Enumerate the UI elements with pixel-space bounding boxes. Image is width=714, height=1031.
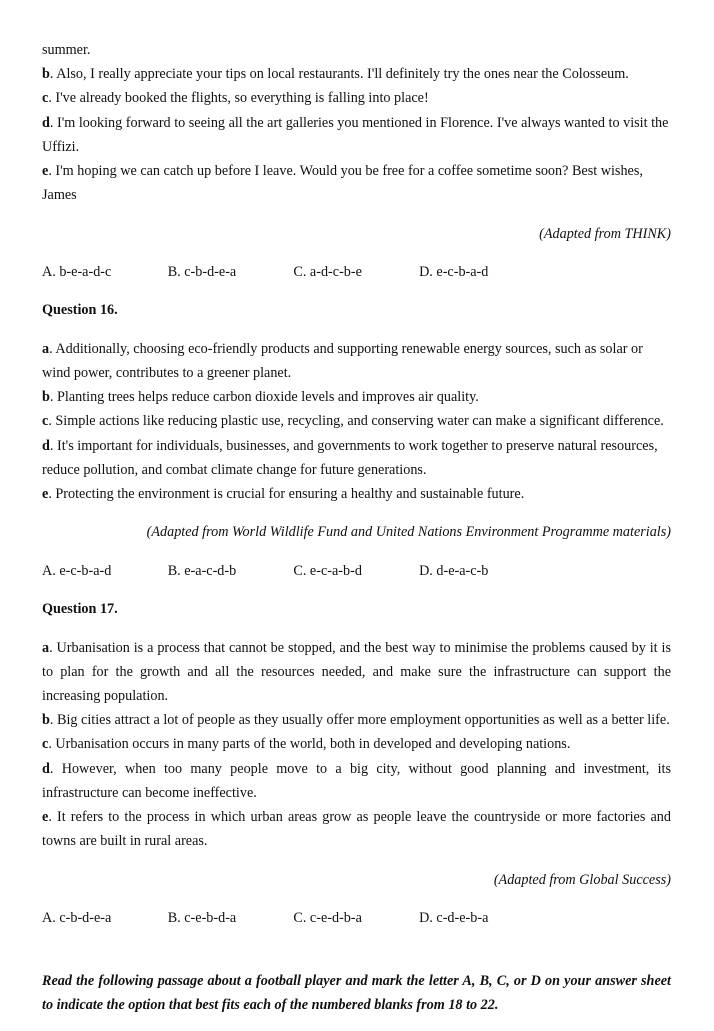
sentence-text: . However, when too many people move to a big city, without good planning and investment, its infrastructure can become ineffective. <box>42 760 671 801</box>
sentence-letter: c <box>42 736 49 753</box>
sentence-e <box>42 482 671 506</box>
sentence-e <box>42 805 671 853</box>
sentence-text: . It refers to the process in which urban areas grow as people leave the countryside or more factories and towns are built in rural areas. <box>42 808 671 850</box>
sentence-b <box>42 62 671 86</box>
sentence-letter: c <box>42 413 49 430</box>
blank-line <box>42 930 671 954</box>
sentence-letter: b <box>42 389 50 406</box>
option-a[interactable]: A. c-b-d-e-a <box>42 909 112 926</box>
sentence-letter: d <box>42 437 50 454</box>
option-b[interactable]: B. c-b-d-e-a <box>167 264 237 280</box>
question-15-tail <box>42 38 671 284</box>
sentence-letter: c <box>42 90 49 107</box>
sentence-letter: e <box>42 486 49 502</box>
option-a[interactable]: A. e-c-b-a-d <box>42 562 112 579</box>
question-16 <box>42 298 671 583</box>
option-d[interactable]: D. e-c-b-a-d <box>419 264 489 280</box>
option-d[interactable]: D. d-e-a-c-b <box>419 562 489 579</box>
sentence-a <box>42 636 671 709</box>
answer-options <box>42 559 671 583</box>
sentence-e <box>42 159 671 183</box>
sentence-text: . Simple actions like reducing plastic use, recycling, and conserving water can make a significant difference. <box>48 413 664 430</box>
sentence-d <box>42 111 671 159</box>
option-c[interactable]: C. a-d-c-b-e <box>293 264 362 280</box>
exam-page <box>42 38 671 1031</box>
sentence-letter: e <box>42 163 49 180</box>
sentence-text: . Planting trees helps reduce carbon dioxide levels and improves air quality. <box>49 389 479 406</box>
question-17 <box>42 597 671 930</box>
sentence-text: . I'm looking forward to seeing all the art galleries you mentioned in Florence. I've always wanted to visit the Uffizi. <box>42 114 669 155</box>
answer-options <box>42 906 671 930</box>
source-citation: (Adapted from World Wildlife Fund and United Nations Environment Programme materials) <box>146 524 671 541</box>
question-title: Question 16. <box>42 302 118 319</box>
option-b[interactable]: B. e-a-c-d-b <box>167 562 237 579</box>
paragraph-continuation: summer. <box>42 42 91 58</box>
sentence-letter: a <box>42 639 50 656</box>
sentence-letter: d <box>42 114 50 131</box>
signature: James <box>42 187 77 204</box>
sentence-text: . It's important for individuals, businesses, and governments to work together to preserve natural resources, reduce pollution, and combat climate change for future generations. <box>42 437 658 478</box>
question-title: Question 17. <box>42 601 118 618</box>
sentence-c <box>42 86 671 110</box>
sentence-text: . Urbanisation is a process that cannot be stopped, and the best way to minimise the problems caused by it is to plan for the growth and all the resources needed, and make sure the infrastructure can support the increasing population. <box>42 639 671 704</box>
sentence-letter: b <box>42 712 50 729</box>
sentence-letter: b <box>42 66 50 83</box>
section-instruction: Read the following passage about a football player and mark the letter A, B, C, or D on your answer sheet to indicate the option that best fits each of the numbered blanks from 18 to 22. <box>42 972 671 1013</box>
sentence-text: . I'm hoping we can catch up before I leave. Would you be free for a coffee sometime soon? Best wishes, <box>48 163 643 180</box>
source-citation: (Adapted from Global Success) <box>493 871 671 888</box>
sentence-c <box>42 732 671 756</box>
sentence-letter: e <box>42 808 49 825</box>
option-b[interactable]: B. c-e-b-d-a <box>167 909 237 926</box>
source-citation: (Adapted from THINK) <box>539 225 671 242</box>
sentence-d <box>42 757 671 805</box>
option-c[interactable]: C. c-e-d-b-a <box>293 909 362 926</box>
sentence-text: . Additionally, choosing eco-friendly products and supporting renewable energy sources, such as solar or wind power, contributes to a greener planet. <box>42 340 643 381</box>
sentence-letter: d <box>42 760 50 777</box>
option-a[interactable]: A. b-e-a-d-c <box>42 264 112 280</box>
sentence-letter: a <box>42 340 50 357</box>
sentence-text: . I've already booked the flights, so everything is falling into place! <box>48 90 429 107</box>
sentence-text: . Also, I really appreciate your tips on local restaurants. I'll definitely try the ones near the Colosseum. <box>49 66 629 83</box>
sentence-a <box>42 337 671 385</box>
sentence-text: . Big cities attract a lot of people as they usually offer more employment opportunities as well as a better life. <box>49 712 670 729</box>
sentence-d <box>42 434 671 482</box>
sentence-b <box>42 708 671 732</box>
option-d[interactable]: D. c-d-e-b-a <box>419 909 489 926</box>
answer-options <box>42 260 671 284</box>
sentence-text: . Urbanisation occurs in many parts of the world, both in developed and developing nations. <box>48 736 571 753</box>
sentence-c <box>42 409 671 433</box>
option-c[interactable]: C. e-c-a-b-d <box>293 562 362 579</box>
sentence-text: . Protecting the environment is crucial for ensuring a healthy and sustainable future. <box>48 486 525 502</box>
sentence-b <box>42 385 671 409</box>
